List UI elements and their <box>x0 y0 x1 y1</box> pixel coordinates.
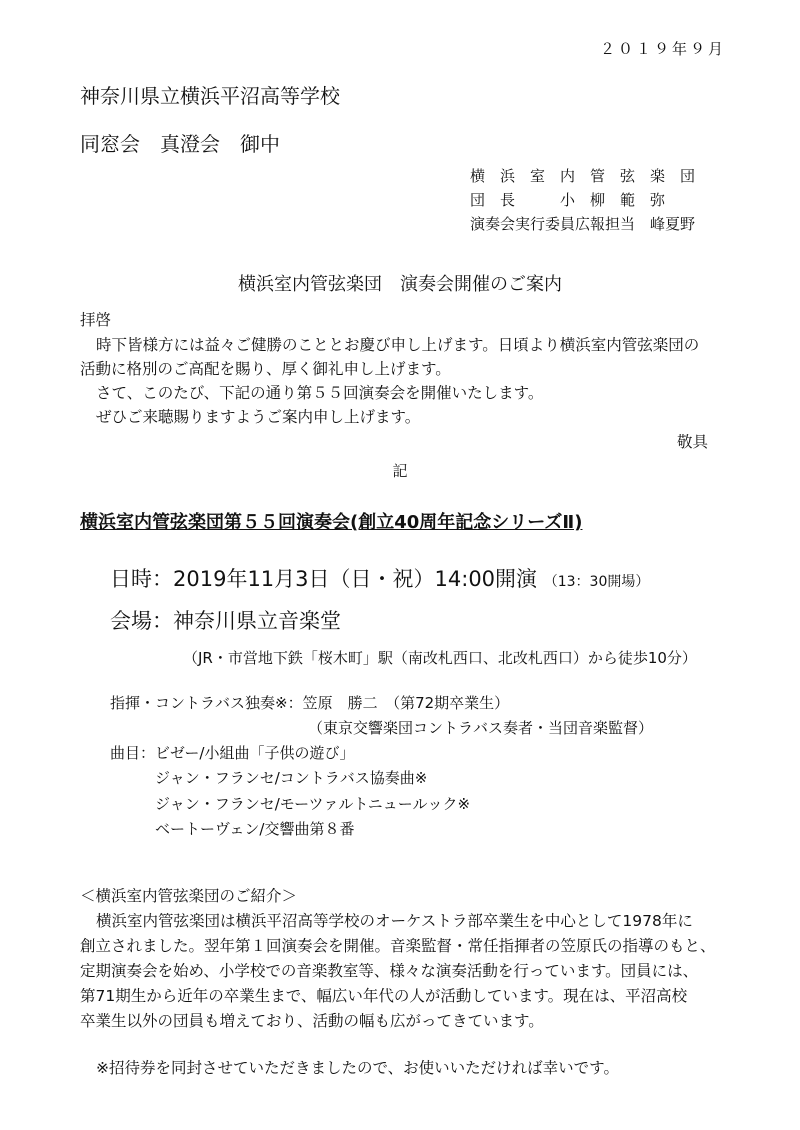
invitation-note: ※招待券を同封させていただきましたので、お使いいただければ幸いです。 <box>96 1059 619 1077</box>
program-item: ジャン・フランセ/モーツァルトニュールック※ <box>155 795 471 813</box>
intro-line: 定期演奏会を始め、小学校での音楽教室等、様々な演奏活動を行っています。団員には、 <box>80 962 699 980</box>
letter-paragraph-2: さて、このたび、下記の通り第５５回演奏会を開催いたします。 <box>96 384 544 402</box>
event-conductor: 指揮・コントラバス独奏※：笠原 勝二 （第72期卒業生） <box>110 694 510 712</box>
recipient-school: 神奈川県立横浜平沼高等学校 <box>80 84 340 108</box>
ki-marker: 記 <box>392 462 408 480</box>
program-label: 曲目： <box>110 744 156 762</box>
program-item: ビゼー/小組曲「子供の遊び」 <box>155 744 355 762</box>
letter-paragraph-1-line-2: 活動に格別のご高配を賜り、厚く御礼申し上げます。 <box>80 360 451 378</box>
event-title: 横浜室内管弦楽団第５５回演奏会(創立40周年記念シリーズⅡ) <box>80 512 583 533</box>
event-conductor-note: （東京交響楽団コントラバス奏者・当団音楽監督） <box>308 719 654 737</box>
intro-heading: ＜横浜室内管弦楽団のご紹介＞ <box>80 887 298 905</box>
program-item: ベートーヴェン/交響曲第８番 <box>155 820 355 838</box>
recipient-association: 同窓会 真澄会 御中 <box>80 132 280 156</box>
program-item: ジャン・フランセ/コントラバス協奏曲※ <box>155 769 428 787</box>
letter-paragraph-1-line-1: 時下皆様方には益々ご健勝のこととお慶び申し上げます。日頃より横浜室内管弦楽団の <box>96 336 700 354</box>
event-access: （JR・市営地下鉄「桜木町」駅（南改札西口、北改札西口）から徒歩10分） <box>183 649 697 667</box>
sender-pr-contact: 演奏会実行委員広報担当 峰夏野 <box>470 215 696 233</box>
letter-date: ２０１９年９月 <box>599 40 726 58</box>
intro-line: 卒業生以外の団員も増えており、活動の幅も広がってきています。 <box>80 1012 544 1030</box>
intro-line: 横浜室内管弦楽団は横浜平沼高等学校のオーケストラ部卒業生を中心として1978年に <box>96 912 693 930</box>
intro-line: 創立されました。翌年第１回演奏会を開催。音楽監督・常任指揮者の笠原氏の指導のもと、 <box>80 937 716 955</box>
document-title: 横浜室内管弦楽団 演奏会開催のご案内 <box>238 274 562 295</box>
intro-line: 第71期生から近年の卒業生まで、幅広い年代の人が活動しています。現在は、平沼高校 <box>80 987 688 1005</box>
letter-closing: 敬具 <box>677 433 709 451</box>
event-doors-open: （13：30開場） <box>543 574 650 590</box>
sender-organization: 横 浜 室 内 管 弦 楽 団 <box>470 167 696 185</box>
event-venue: 会場：神奈川県立音楽堂 <box>110 609 341 633</box>
letter-opening: 拝啓 <box>80 311 112 329</box>
event-datetime <box>110 563 649 593</box>
letter-paragraph-3: ぜひご来聴賜りますようご案内申し上げます。 <box>96 408 421 426</box>
sender-leader: 団 長 小 柳 範 弥 <box>470 191 666 209</box>
event-datetime-text: 日時：2019年11月3日（日・祝）14:00開演 <box>110 567 538 591</box>
